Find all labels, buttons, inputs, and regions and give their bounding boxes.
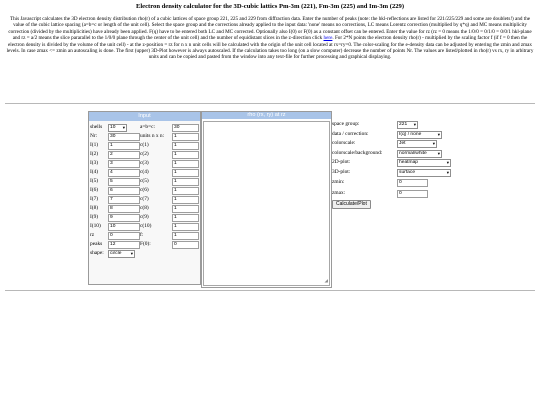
- rho-output-textarea[interactable]: [203, 121, 330, 286]
- plot3d-value: surface: [399, 169, 416, 175]
- c-input[interactable]: 1: [172, 196, 199, 204]
- zmax-label: zmax:: [332, 190, 346, 196]
- peak-row: [89, 195, 200, 204]
- c-label: c(3): [140, 160, 149, 166]
- page-description: [5, 16, 535, 61]
- c-input[interactable]: 1: [172, 214, 199, 222]
- calculate-plot-button[interactable]: Calculate/Plot: [332, 200, 371, 209]
- i-label: I(3): [90, 160, 99, 166]
- i-label: I(1): [90, 142, 99, 148]
- i-label: I(2): [90, 151, 99, 157]
- c-label: c(7): [140, 196, 149, 202]
- plot2d-select[interactable]: [397, 159, 451, 167]
- zmin-label: zmin:: [332, 179, 345, 185]
- description-text-1: This Javascript calculates the 3D electron density distribution rho(r) of a cubic lattices of space group 221, 225 and 229 from diffraction data. Enter the number of peaks (note: the hkl-reflections are listed for 221/225/229 and some are doublets!) and the value of the cubic lattice spacing (a=b=c or length of the unit cell). Select the space group and the corrections already applied to the input data: 'none' means no corrections, LC means Lorentz correction (multiplied by q*q) and MC means multiplicity correction (divided by the multiplicities) have already been applied. F(q) have to be entered both LC and MC corrected. Optionally also I(0) or F(0) as a constant offset can be entered. Enter the value for rz (rz = 0 means the 1/0/0 = 0/1/0 = 0/0/1 hkl-plane and rz = a/2 means the slice pararallel to the 1/0/0 plane through the center of the unit cell) and the number of equidistant slices in the z-direction click: [8, 16, 532, 42]
- i-input[interactable]: 5: [108, 178, 140, 186]
- zmin-row: [332, 177, 462, 188]
- space-group-select[interactable]: [397, 121, 418, 129]
- i-input[interactable]: 8: [108, 205, 140, 213]
- f-input[interactable]: 1: [172, 232, 199, 240]
- colorscale-value: Jet: [399, 141, 406, 146]
- nr-row: [89, 132, 200, 141]
- i-label: I(5): [90, 178, 99, 184]
- i-input[interactable]: 6: [108, 187, 140, 195]
- peak-row: [89, 222, 200, 231]
- shape-value: circle: [110, 251, 122, 256]
- peaks-row: [89, 240, 200, 249]
- shape-select[interactable]: [108, 250, 135, 258]
- peak-row: [89, 159, 200, 168]
- shells-label: shells: [90, 124, 103, 130]
- peak-row: [89, 204, 200, 213]
- chevron-down-icon: ▾: [413, 122, 416, 127]
- bottom-divider: [5, 290, 535, 291]
- c-label: c(10): [140, 223, 152, 229]
- abc-input[interactable]: 30: [172, 124, 199, 132]
- correction-select[interactable]: [397, 131, 442, 139]
- input-panel: [88, 111, 201, 285]
- units-input[interactable]: 1: [172, 133, 199, 141]
- chevron-down-icon: ▾: [122, 125, 125, 130]
- nr-label: Nr:: [90, 133, 98, 139]
- i-input[interactable]: 9: [108, 214, 140, 222]
- page-title: Electron density calculator for the 3D-cubic lattics Pm-3m (221), Fm-3m (225) and Im-3m (229): [135, 3, 405, 10]
- i-label: I(4): [90, 169, 99, 175]
- peaks-label: peaks: [90, 241, 103, 247]
- i-label: I(7): [90, 196, 99, 202]
- peak-row: [89, 168, 200, 177]
- shells-row: [89, 123, 200, 132]
- options-panel: [332, 120, 462, 209]
- rz-row: [89, 231, 200, 240]
- c-input[interactable]: 1: [172, 178, 199, 186]
- c-label: c(5): [140, 178, 149, 184]
- f0-label: F(0):: [140, 241, 151, 247]
- background-select[interactable]: [397, 150, 442, 158]
- chevron-down-icon: ▾: [446, 160, 449, 165]
- description-text-2: . For 2*N points the electron density rho(r) - multiplied by the scaling factor f (if f = 0 then the electron density is divided by the volume of the unit cell) - at the z-position = rz for n x n unit cells will be calculated with the origin of the unit cell located at rx=ry=0. The color-scaling for the e-density data can be adjusted by entering the zmin and zmax levels. In case zmax <= zmin an autoscaling is done. The first (upper) 3D-Plot however is always autoscaled. If the calculation takes too long (on a slow computer) decrease the number of points Nr. The values are listed/plotted in rho(r) vs rx, ry in arbitrary units and can be copied and pasted from the window into any text-file for further processing and graphical displaying.: [6, 35, 534, 61]
- c-input[interactable]: 1: [172, 151, 199, 159]
- here-link[interactable]: here: [323, 35, 333, 42]
- c-input[interactable]: 1: [172, 169, 199, 177]
- peaks-input[interactable]: 12: [108, 241, 140, 249]
- peak-row: [89, 141, 200, 150]
- colorscale-select[interactable]: [397, 140, 437, 148]
- c-label: c(1): [140, 142, 149, 148]
- background-value: normal/white: [399, 150, 427, 156]
- c-label: c(2): [140, 151, 149, 157]
- rz-label: rz: [90, 232, 95, 238]
- plot2d-row: [332, 158, 462, 168]
- peak-row: [89, 186, 200, 195]
- shape-label: shape:: [90, 250, 104, 256]
- i-label: I(9): [90, 214, 99, 220]
- shells-select[interactable]: [108, 124, 127, 132]
- c-label: c(8): [140, 205, 149, 211]
- correction-label: data / correction:: [332, 130, 369, 137]
- colorscale-row: [332, 139, 462, 149]
- i-label: I(10): [90, 223, 101, 229]
- i-label: I(6): [90, 187, 99, 193]
- chevron-down-icon: ▾: [446, 169, 449, 175]
- abc-label: a=b=c:: [140, 124, 156, 130]
- c-input[interactable]: 1: [172, 160, 199, 168]
- zmax-input[interactable]: 0: [397, 190, 428, 198]
- background-label: colorscale/background:: [332, 149, 383, 156]
- f0-input[interactable]: 0: [172, 241, 199, 249]
- peak-row: [89, 177, 200, 186]
- space-group-value: 221: [399, 122, 408, 127]
- zmax-row: [332, 188, 462, 199]
- i-input[interactable]: 7: [108, 196, 140, 204]
- units-label: units n x n:: [140, 133, 165, 139]
- space-group-label: space group:: [332, 121, 360, 127]
- chevron-down-icon: ▾: [437, 150, 440, 156]
- i-input[interactable]: 2: [108, 151, 140, 159]
- peak-row: [89, 213, 200, 222]
- background-row: [332, 149, 462, 159]
- i-input[interactable]: 3: [108, 160, 140, 168]
- top-divider: [5, 103, 535, 104]
- calculate-row: [332, 199, 462, 209]
- zmin-input[interactable]: 0: [397, 179, 428, 187]
- i-label: I(8): [90, 205, 99, 211]
- rho-panel: [201, 111, 332, 288]
- plot2d-label: 2D-plot:: [332, 159, 351, 165]
- c-input[interactable]: 1: [172, 205, 199, 213]
- i-input[interactable]: 10: [108, 223, 140, 231]
- i-input[interactable]: 1: [108, 142, 140, 150]
- colorscale-label: colorscale:: [332, 140, 356, 146]
- plot3d-select[interactable]: [397, 169, 451, 177]
- rho-panel-header: rho (rx, ry) at rz: [202, 112, 331, 119]
- c-input[interactable]: 1: [172, 187, 199, 195]
- c-input[interactable]: 1: [172, 142, 199, 150]
- space-group-row: [332, 120, 462, 130]
- correction-value: I(q) / none: [399, 131, 422, 137]
- chevron-down-icon: ▾: [432, 141, 435, 146]
- correction-row: [332, 130, 462, 140]
- chevron-down-icon: ▾: [437, 131, 440, 137]
- f-label: f:: [140, 232, 144, 238]
- c-label: c(6): [140, 187, 149, 193]
- plot3d-row: [332, 168, 462, 178]
- c-label: c(4): [140, 169, 149, 175]
- plot2d-value: heatmap: [399, 160, 419, 165]
- resize-handle-icon[interactable]: ◢: [324, 278, 328, 283]
- shells-value: 10: [110, 125, 116, 130]
- plot3d-label: 3D-plot:: [332, 168, 351, 175]
- c-input[interactable]: 1: [172, 223, 199, 231]
- peak-row: [89, 150, 200, 159]
- rz-input[interactable]: 0: [108, 232, 140, 240]
- i-input[interactable]: 4: [108, 169, 140, 177]
- nr-input[interactable]: 30: [108, 133, 140, 141]
- shape-row: [89, 249, 200, 258]
- input-panel-header: Input: [89, 112, 200, 121]
- c-label: c(9): [140, 214, 149, 220]
- chevron-down-icon: ▾: [130, 251, 133, 256]
